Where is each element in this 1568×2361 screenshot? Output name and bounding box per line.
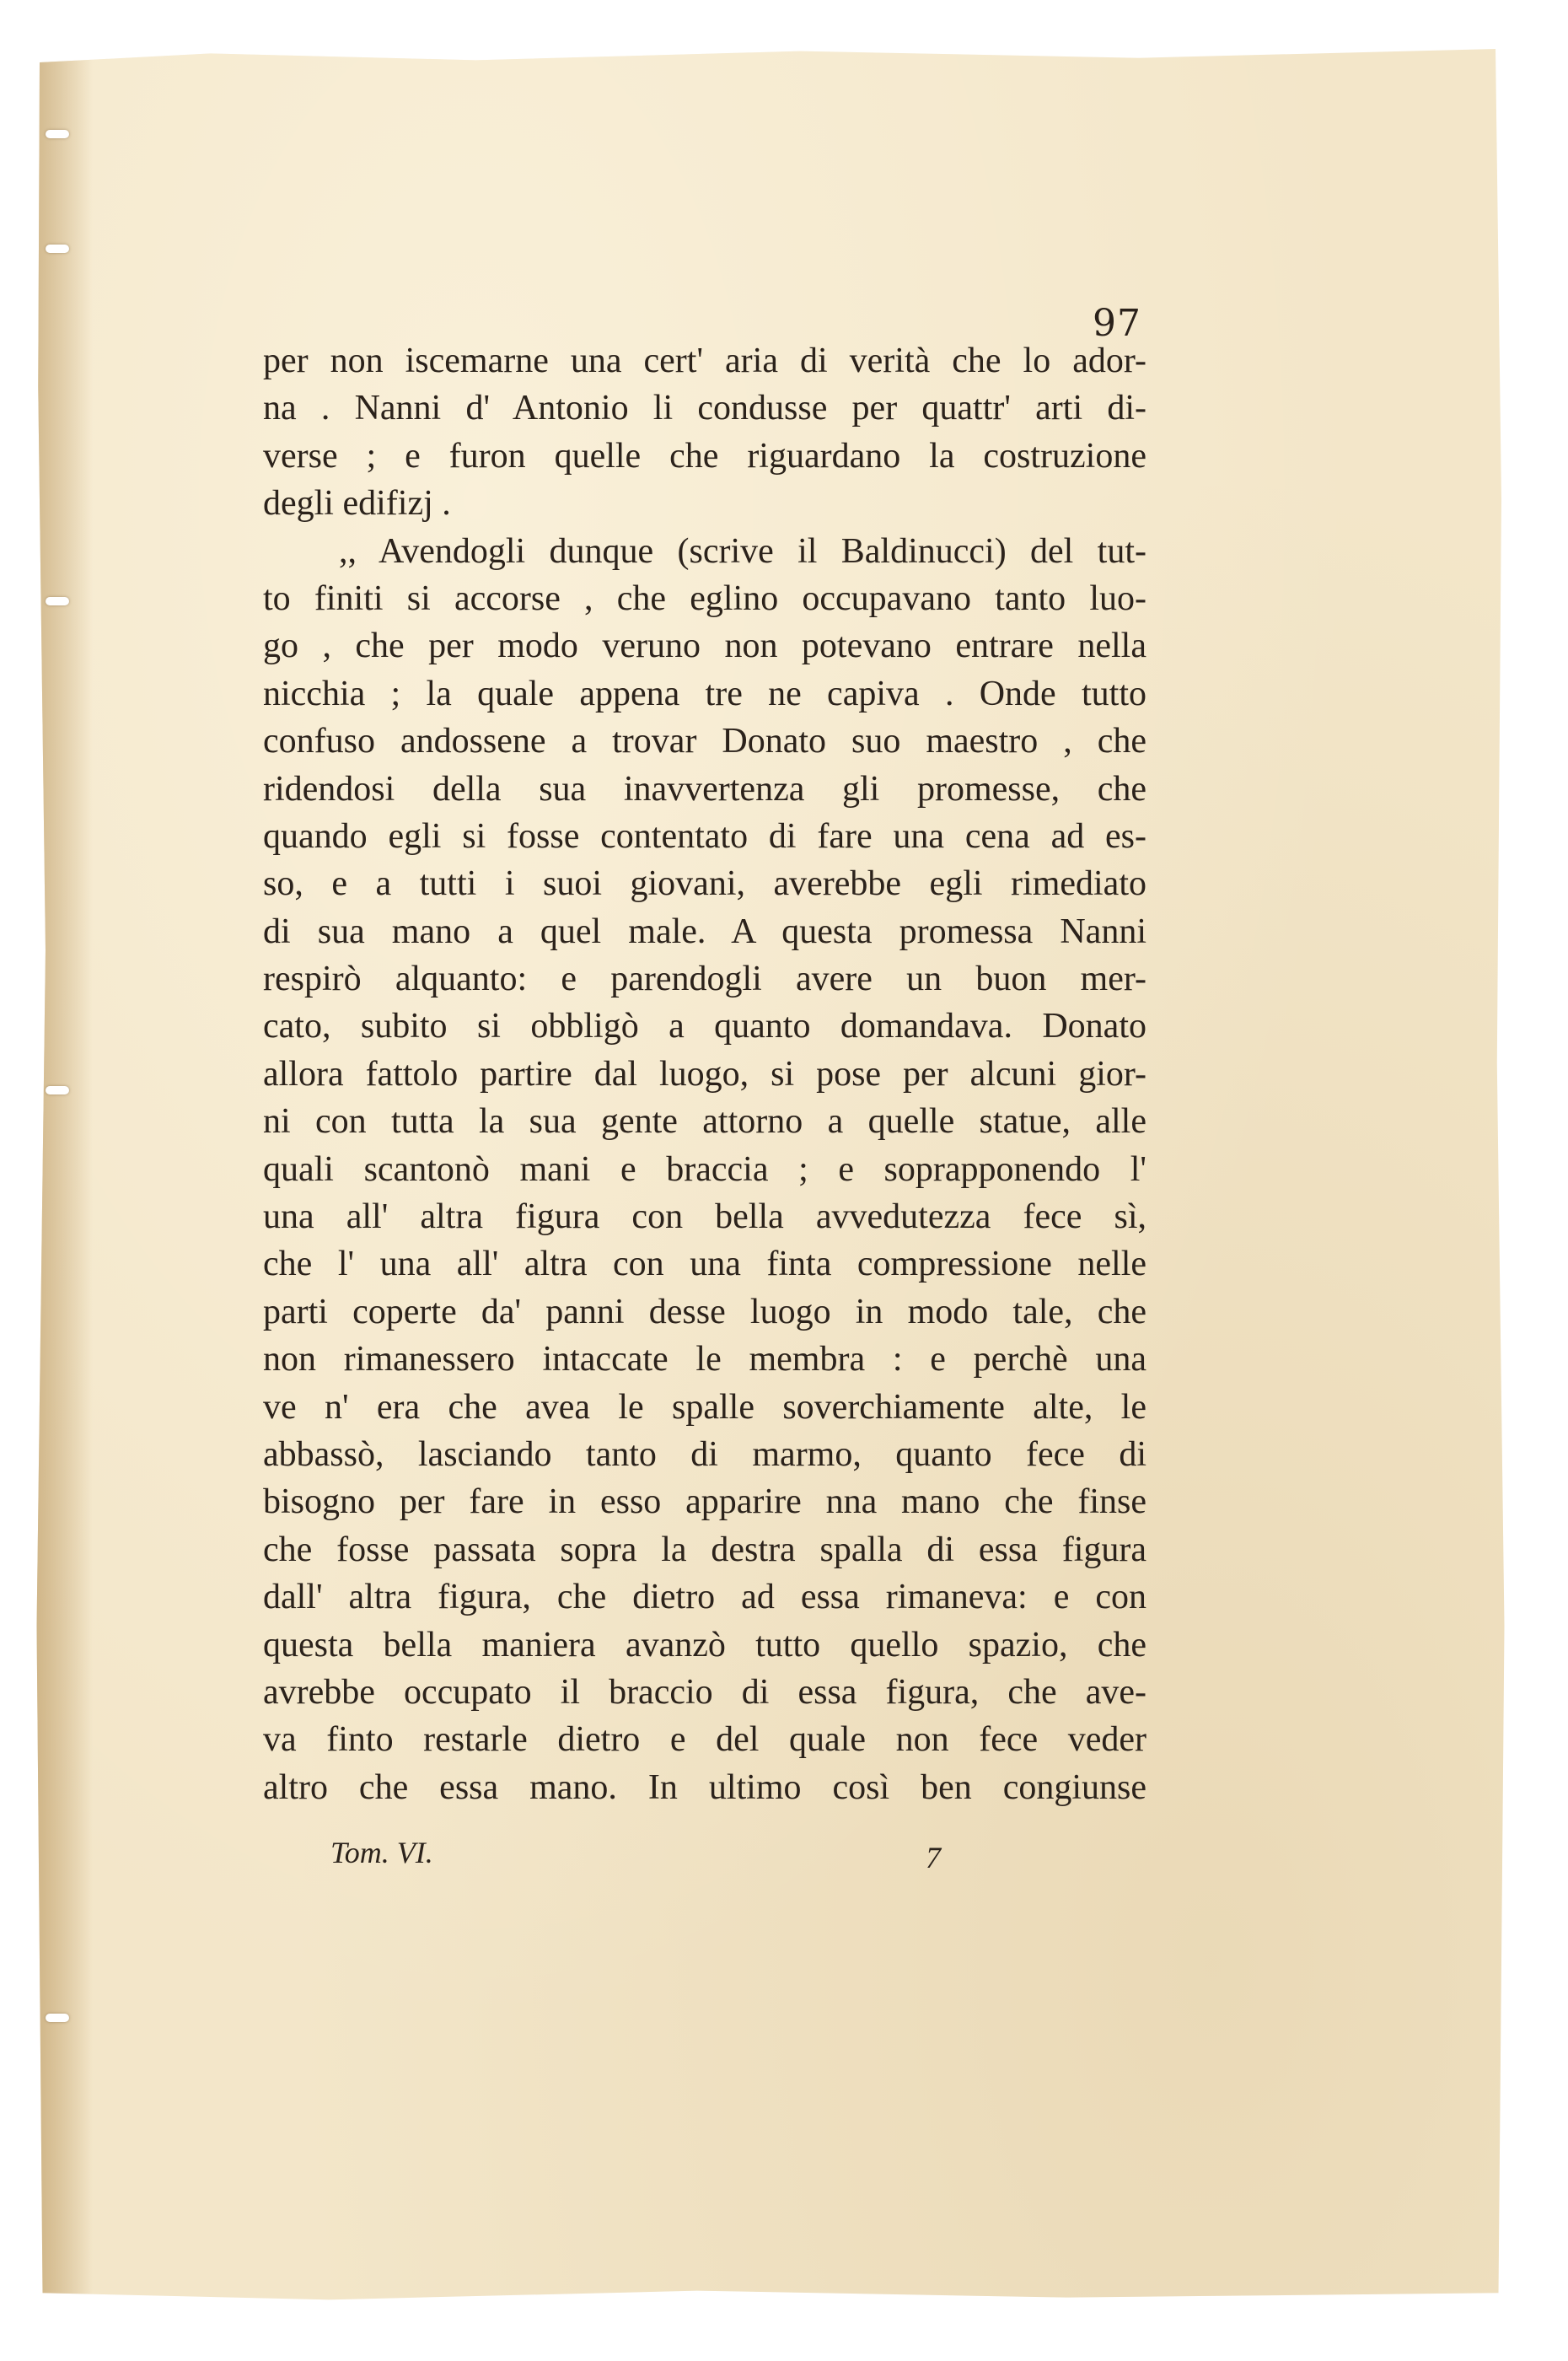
text-line: ve n' era che avea le spalle soverchiamente alte, le [263,1387,1146,1427]
text-line: parti coperte da' panni desse luogo in modo tale, che [263,1292,1146,1331]
text-line: ni con tutta la sua gente attorno a quelle statue, alle [263,1102,1146,1142]
body-text [263,337,1146,1811]
binding-edge [34,49,93,2302]
text-line: ridendosi della sua inavvertenza gli promesse, che [263,769,1146,809]
text-line: cato, subito si obbligò a quanto domandava. Donato [263,1007,1146,1046]
text-line: questa bella maniera avanzò tutto quello spazio, che [263,1625,1146,1665]
text-line: altro che essa mano. In ultimo così ben congiunse [263,1767,1146,1807]
text-line: bisogno per fare in esso apparire nna mano che finse [263,1482,1146,1522]
volume-mark: Tom. VI. [330,1836,433,1869]
text-line: una all' altra figura con bella avvedutezza fece sì, [263,1197,1146,1237]
signature-mark: 7 [926,1841,941,1874]
page-number: 97 [1093,302,1141,345]
stitch-hole [46,245,69,253]
text-line: nicchia ; la quale appena tre ne capiva . Onde tutto [263,674,1146,713]
text-line: allora fattolo partire dal luogo, si pose per alcuni gior- [263,1054,1146,1094]
stitch-hole [46,2014,69,2022]
text-line: degli edifizj . [263,484,451,524]
text-line: per non iscemarne una cert' aria di verità che lo ador- [263,342,1146,380]
stitch-hole [46,130,69,138]
text-line: quando egli si fosse contentato di fare una cena ad es- [263,816,1146,856]
text-line: va finto restarle dietro e del quale non fece veder [263,1720,1146,1760]
text-line: so, e a tutti i suoi giovani, averebbe egli rimediato [263,864,1146,904]
text-line: na . Nanni d' Antonio li condusse per quattr' arti di- [263,389,1146,428]
text-line: abbassò, lasciando tanto di marmo, quanto fece di [263,1434,1146,1474]
text-line: avrebbe occupato il braccio di essa figura, che ave- [263,1672,1146,1712]
stitch-hole [46,597,69,605]
text-line: go , che per modo veruno non potevano entrare nella [263,627,1146,666]
text-line: che l' una all' altra con una finta compressione nelle [263,1245,1146,1284]
text-line: di sua mano a quel male. A questa promessa Nanni [263,912,1146,951]
text-line: to finiti si accorse , che eglino occupavano tanto luo- [263,578,1146,618]
text-line: confuso andossene a trovar Donato suo maestro , che [263,722,1146,761]
text-line: respirò alquanto: e parendogli avere un buon mer- [263,960,1146,999]
text-line: quali scantonò mani e braccia ; e soprapponendo l' [263,1149,1146,1189]
text-line: che fosse passata sopra la destra spalla di essa figura [263,1530,1146,1569]
text-line: non rimanessero intaccate le membra : e perchè una [263,1340,1146,1379]
text-line: dall' altra figura, che dietro ad essa rimaneva: e con [263,1578,1146,1617]
text-line: verse ; e furon quelle che riguardano la costruzione [263,436,1146,476]
stitch-hole [46,1086,69,1094]
text-line: ,, Avendogli dunque (scrive il Baldinucci) del tut- [339,531,1146,571]
